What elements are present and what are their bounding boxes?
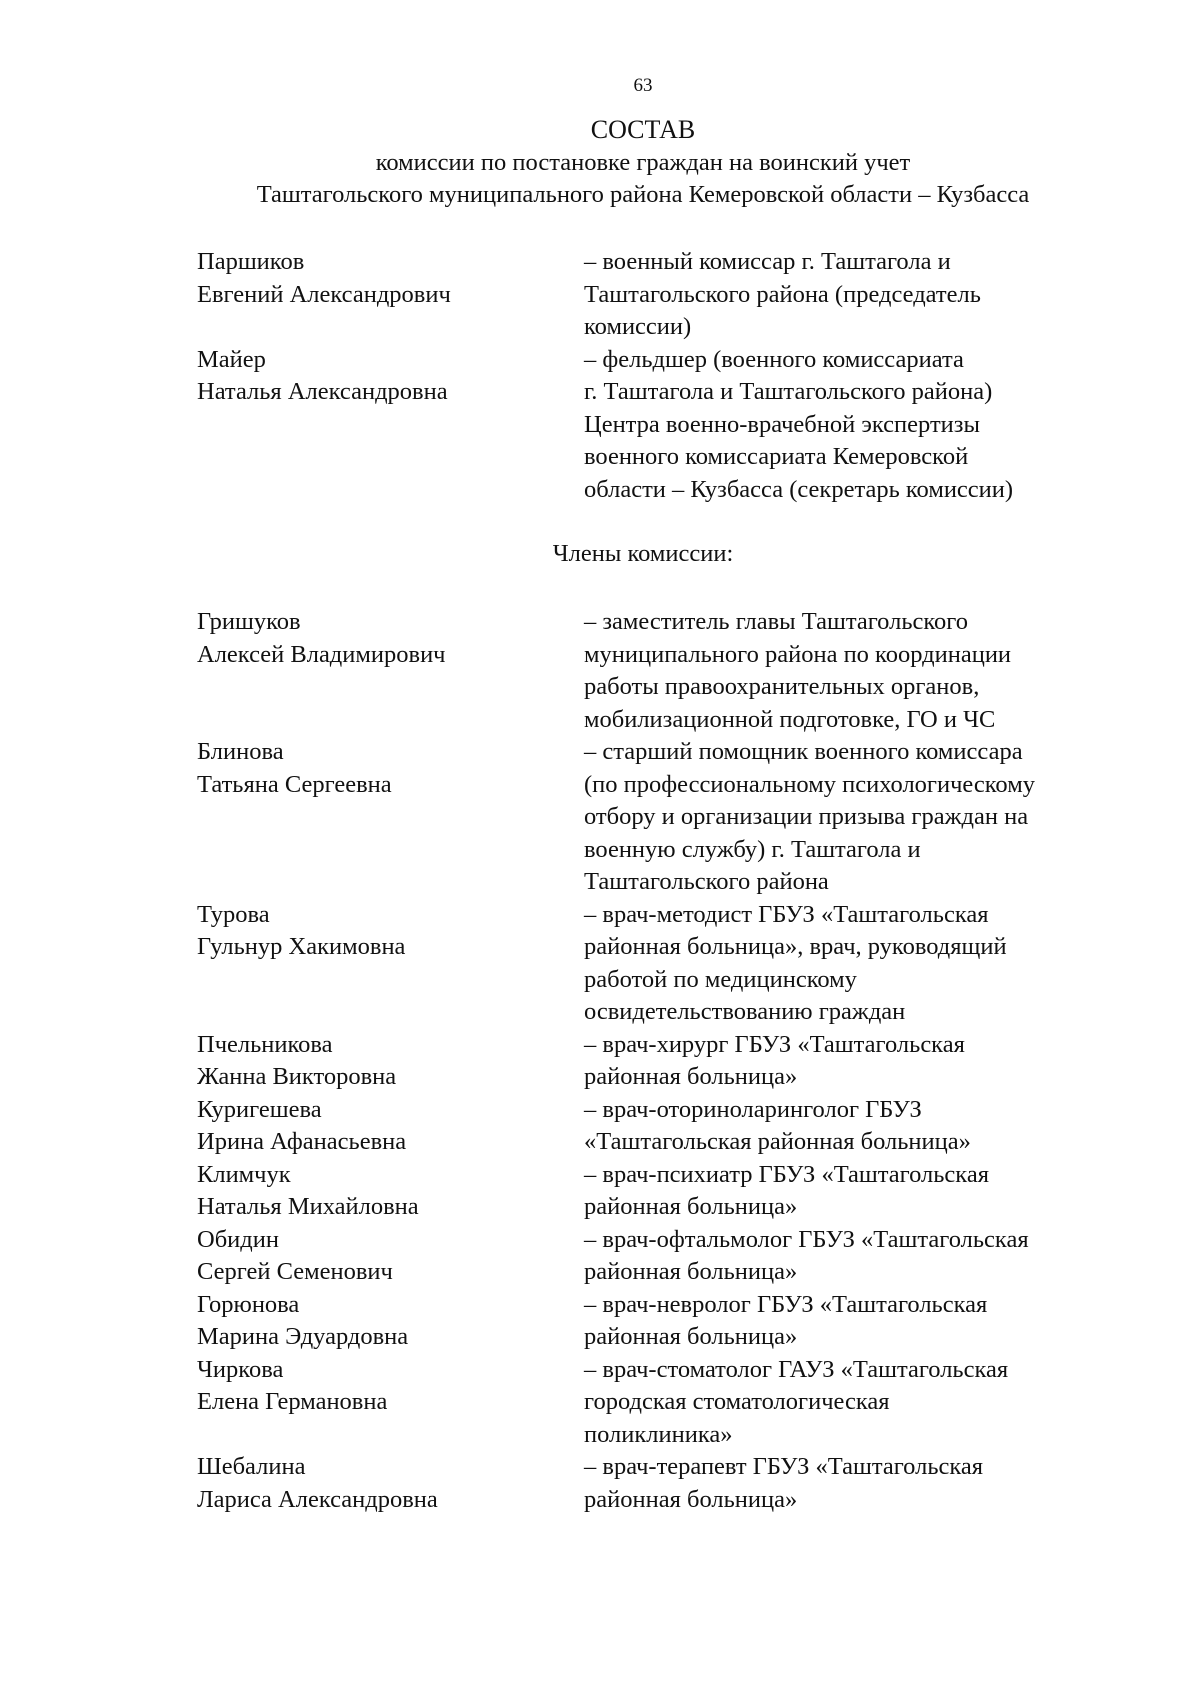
member-role-line: – врач-методист ГБУЗ «Таштагольская [584,900,989,928]
member-name [197,1354,584,1452]
member-role-line: районная больница» [584,1323,798,1350]
member-name [197,736,584,899]
commission-member-entry [197,736,1117,899]
document-subtitle-line-2: Таштагольского муниципального района Кемеровской области – Кузбасса [256,181,1030,208]
member-name-line: Куригешева [197,1095,322,1123]
commission-member-entry [197,1224,1117,1289]
member-role [584,606,1124,736]
member-role [584,736,1124,899]
member-role-line: – фельдшер (военного комиссариата [584,345,964,373]
member-name [197,1289,584,1354]
document-title: СОСТАВ [590,115,696,144]
member-role-line: – старший помощник военного комиссара [584,738,1023,765]
member-name [197,1159,584,1224]
commission-member-entry [197,1159,1117,1224]
member-name [197,899,584,1029]
member-name-line: Гришуков [197,608,301,635]
member-name-line: Горюнова [197,1290,300,1318]
member-name-line: Ирина Афанасьевна [197,1128,407,1155]
members-list [197,606,1117,1516]
member-role-line: районная больница» [584,1193,798,1220]
member-role-line: – врач-хирург ГБУЗ «Таштагольская [584,1030,965,1058]
member-name [197,606,584,736]
member-role-line: – врач-невролог ГБУЗ «Таштагольская [584,1290,988,1318]
member-role-line: Таштагольского района (председатель [584,280,981,308]
member-role [584,1029,1124,1094]
member-name-line: Лариса Александровна [197,1485,438,1513]
member-name-line: Алексей Владимирович [197,640,446,668]
member-role [584,344,1124,507]
members-heading: Члены комиссии: [552,540,734,567]
member-role-line: военного комиссариата Кемеровской [584,443,969,470]
member-role-line: Центра военно-врачебной экспертизы [584,410,980,438]
member-role-line: комиссии) [584,313,692,340]
member-name-line: Паршиков [197,248,305,275]
member-role-line: г. Таштагола и Таштагольского района) [584,378,993,405]
member-name-line: Евгений Александрович [197,280,451,308]
member-role-line: работой по медицинскому [584,965,857,993]
member-role-line: мобилизационной подготовке, ГО и ЧС [584,705,996,733]
member-name-line: Сергей Семенович [197,1258,393,1285]
member-name-line: Блинова [197,738,284,765]
document-subtitle-line-1: комиссии по постановке граждан на воинский учет [375,148,911,176]
member-role [584,1289,1124,1354]
commission-member-entry [197,899,1117,1029]
member-role-line: – врач-стоматолог ГАУЗ «Таштагольская [584,1355,1009,1383]
member-name-line: Климчук [197,1160,291,1188]
member-role-line: – врач-психиатр ГБУЗ «Таштагольская [584,1160,989,1188]
leadership-list [197,246,1117,506]
member-role-line: районная больница» [584,1485,798,1513]
member-name-line: Чиркова [197,1355,284,1383]
member-role-line: районная больница» [584,1258,798,1285]
member-role-line: «Таштагольская районная больница» [584,1128,971,1155]
member-name [197,1094,584,1159]
member-role-line: отбору и организации призыва граждан на [584,803,1029,830]
member-role-line: поликлиника» [584,1420,733,1448]
commission-member-entry [197,1451,1117,1516]
member-role [584,899,1124,1029]
member-name-line: Шебалина [197,1453,306,1480]
member-name [197,344,584,507]
member-name-line: Обидин [197,1225,279,1253]
document-header [0,114,1200,212]
member-role [584,1354,1124,1452]
member-role-line: области – Кузбасса (секретарь комиссии) [584,475,1014,503]
member-role-line: освидетельствованию граждан [584,998,906,1025]
member-role-line: – заместитель главы Таштагольского [584,608,968,635]
member-name-line: Пчельникова [197,1030,333,1058]
commission-member-entry [197,1094,1117,1159]
member-name-line: Гульнур Хакимовна [197,933,406,960]
member-name [197,1224,584,1289]
member-role [584,1159,1124,1224]
member-name [197,1029,584,1094]
member-name-line: Майер [197,345,266,373]
member-name-line: Жанна Викторовна [197,1063,397,1090]
commission-member-entry [197,1029,1117,1094]
member-role-line: муниципального района по координации [584,640,1012,668]
member-name-line: Татьяна Сергеевна [197,770,392,798]
member-name-line: Наталья Михайловна [197,1193,419,1220]
member-role [584,1224,1124,1289]
commission-member-entry [197,1289,1117,1354]
member-role [584,246,1124,344]
commission-member-entry [197,246,1117,344]
commission-member-entry [197,606,1117,736]
member-role-line: Таштагольского района [584,868,829,895]
member-name-line: Наталья Александровна [197,378,448,405]
member-role-line: городская стоматологическая [584,1388,890,1415]
member-name-line: Елена Германовна [197,1388,388,1415]
member-role-line: районная больница», врач, руководящий [584,933,1007,960]
member-role-line: – врач-терапевт ГБУЗ «Таштагольская [584,1453,984,1480]
member-role-line: – врач-офтальмолог ГБУЗ «Таштагольская [584,1225,1029,1253]
member-role-line: – врач-оториноларинголог ГБУЗ [584,1095,922,1123]
member-name [197,246,584,344]
member-role-line: военную службу) г. Таштагола и [584,835,921,863]
member-role-line: – военный комиссар г. Таштагола и [584,248,951,275]
member-name-line: Марина Эдуардовна [197,1323,409,1350]
page-number: 63 [633,75,653,96]
member-name [197,1451,584,1516]
member-role [584,1451,1124,1516]
member-name-line: Турова [197,900,270,928]
member-role-line: (по профессиональному психологическому [584,770,1035,798]
commission-member-entry [197,1354,1117,1452]
commission-member-entry [197,344,1117,507]
member-role-line: районная больница» [584,1063,798,1090]
member-role [584,1094,1124,1159]
member-role-line: работы правоохранительных органов, [584,673,980,700]
